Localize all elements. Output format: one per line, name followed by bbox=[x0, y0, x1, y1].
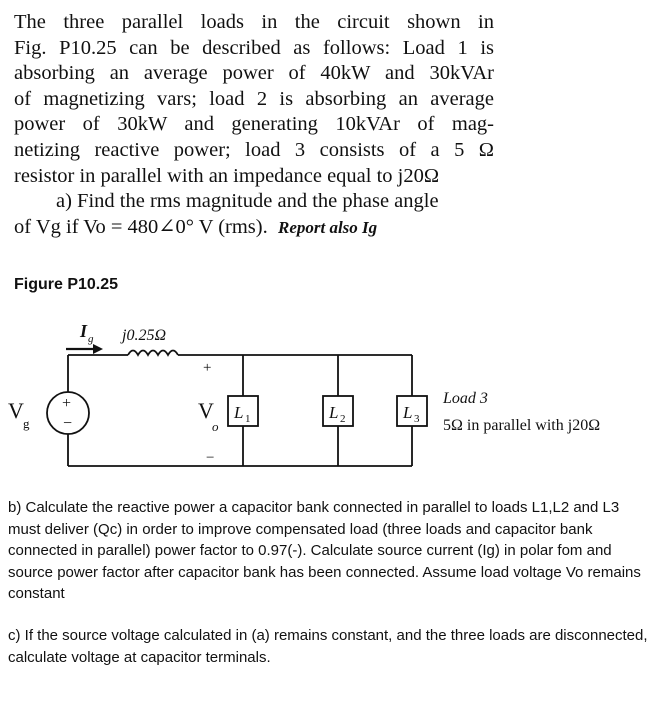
inductor-label: j0.25Ω bbox=[122, 327, 167, 344]
part-c-text: c) If the source voltage calculated in (a) remains constant, and the three loads are disconnected, calculate voltage at capacitor terminals. bbox=[8, 627, 648, 666]
problem-statement bbox=[14, 10, 494, 240]
problem-line-4: of magnetizing vars; load 2 is absorbing an average bbox=[14, 87, 494, 110]
vo-label: V bbox=[198, 398, 214, 423]
ig-arrow-head-icon bbox=[93, 344, 103, 354]
load-l3-subscript: 3 bbox=[414, 413, 420, 425]
load3-description: 5Ω in parallel with j20Ω bbox=[443, 417, 601, 434]
problem-line-5: power of 30kW and generating 10kVAr of mag- bbox=[14, 113, 494, 136]
circuit-diagram bbox=[0, 300, 662, 480]
inductor-symbol bbox=[128, 351, 178, 356]
source-minus: − bbox=[63, 415, 73, 432]
load-l3-label: L bbox=[403, 403, 413, 422]
problem-line-7: resistor in parallel with an impedance equal to j20Ω bbox=[14, 164, 440, 187]
ig-subscript: g bbox=[88, 333, 94, 345]
report-ig-note: Report also Ig bbox=[277, 217, 378, 237]
load-l2-subscript: 2 bbox=[340, 413, 346, 425]
vo-minus: − bbox=[206, 450, 215, 466]
part-b-text: b) Calculate the reactive power a capacitor bank connected in parallel to loads L1,L2 and L3 must deliver (Qc) in order to improve compensated load (three loads and capacitor bank connected in parallel) power factor to 0.97(-). Calculate source current (Ig) in polar fom and source power factor after capacitor bank has been connected. Assume load voltage Vo remains constant bbox=[8, 499, 641, 603]
problem-line-9-text: of Vg if Vo = 480∠0° V (rms). bbox=[14, 215, 268, 238]
load-l1-subscript: 1 bbox=[245, 413, 251, 425]
load-l1-label: L bbox=[234, 403, 244, 422]
ig-label: I bbox=[80, 321, 88, 341]
problem-line-9 bbox=[14, 215, 494, 241]
problem-line-3: absorbing an average power of 40kW and 30kVAr bbox=[14, 62, 494, 85]
vo-subscript: o bbox=[212, 419, 219, 434]
load3-title: Load 3 bbox=[443, 390, 488, 407]
problem-line-1: The three parallel loads in the circuit shown in bbox=[14, 11, 494, 33]
problem-line-6: netizing reactive power; load 3 consists of a 5 Ω bbox=[14, 138, 494, 161]
vg-subscript: g bbox=[23, 416, 30, 431]
vg-label: V bbox=[8, 398, 24, 423]
figure-title: Figure P10.25 bbox=[14, 276, 119, 293]
problem-line-2: Fig. P10.25 can be described as follows: Load 1 is bbox=[14, 36, 494, 59]
vo-plus: + bbox=[203, 360, 212, 376]
problem-line-8: a) Find the rms magnitude and the phase angle bbox=[56, 190, 439, 213]
load-l2-label: L bbox=[329, 403, 339, 422]
source-plus: + bbox=[62, 395, 72, 412]
